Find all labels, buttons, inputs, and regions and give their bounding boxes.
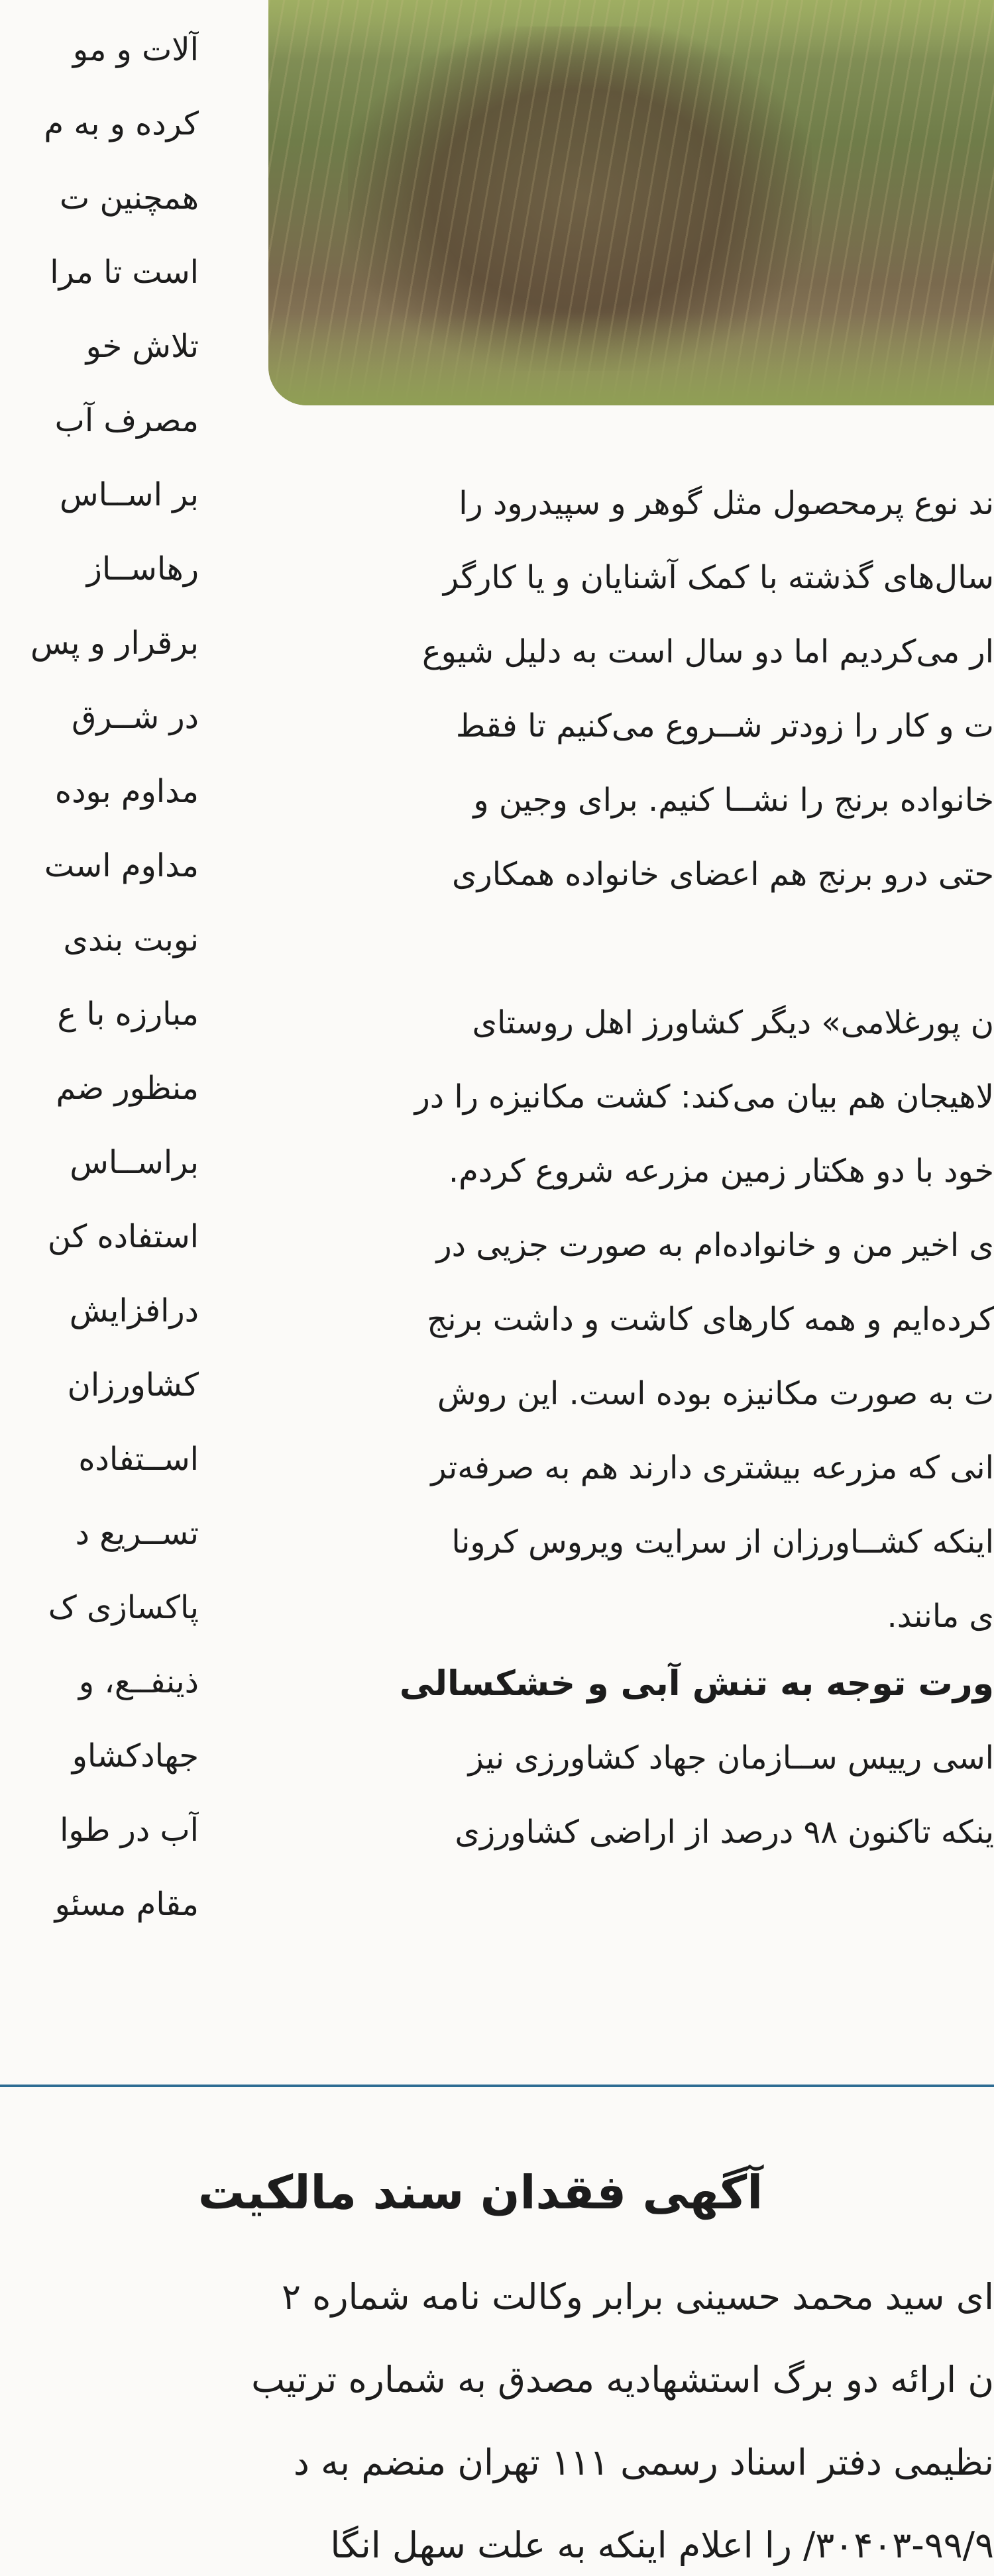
left-column-line: رهاســاز xyxy=(86,550,199,588)
left-column-line: تلاش خو xyxy=(85,328,199,365)
left-column-line: براســاس xyxy=(70,1144,199,1181)
left-column-line: پاکسازی ک xyxy=(48,1589,199,1626)
article-line: کرده‌ایم و همه کارهای کاشت و داشت برنج xyxy=(427,1301,994,1338)
article-line: ت و کار را زودتر شــروع می‌کنیم تا فقط xyxy=(455,707,994,745)
article-line: خود با دو هکتار زمین مزرعه شروع کردم. xyxy=(448,1153,994,1190)
left-column-line: مداوم است xyxy=(44,847,199,884)
left-column-line: برقرار و پس xyxy=(30,625,199,662)
article-line: ن پورغلامی» دیگر کشاورز اهل روستای xyxy=(472,1004,994,1041)
left-column-line: مقام مسئو xyxy=(54,1886,199,1923)
left-column-line: مبارزه با ع xyxy=(57,996,199,1033)
left-column-line: کرده و به م xyxy=(44,105,199,142)
left-column-line: در شــرق xyxy=(72,699,199,736)
left-column-line: بر اســاس xyxy=(60,476,199,513)
left-column-line: همچنین ت xyxy=(60,180,199,217)
left-column-line: جهادکشاو xyxy=(72,1737,199,1775)
left-column-line: آب در طوا xyxy=(60,1812,199,1849)
article-line: ت به صورت مکانیزه بوده است. این روش xyxy=(437,1375,994,1412)
article-subheading: ورت توجه به تنش آبی و خشکسالی xyxy=(399,1664,994,1704)
article-line: ی مانند. xyxy=(887,1598,994,1635)
notice-line: نظیمی دفتر اسناد رسمی ۱۱۱ تهران منضم به د xyxy=(293,2442,994,2483)
article-line: اینکه کشــاورزان از سرایت ویروس کرونا xyxy=(451,1523,994,1561)
left-column-line: ذینفــع، و xyxy=(78,1663,199,1700)
left-column-line: نوبت بندی xyxy=(63,921,199,958)
article-line: اسی رییس ســازمان جهاد کشاورزی نیز xyxy=(468,1739,994,1777)
left-column-line: آلات و مو xyxy=(72,31,199,68)
left-column-line: منظور ضم xyxy=(56,1070,199,1107)
notice-title: آگهی فقدان سند مالکیت xyxy=(197,2165,763,2220)
article-line: لاهیجان هم بیان می‌کند: کشت مکانیزه را در xyxy=(414,1078,994,1115)
notice-line: ن ارائه دو برگ استشهادیه مصدق به شماره ترتیب xyxy=(251,2359,994,2400)
rice-field-photo xyxy=(268,0,994,405)
left-column-line: مصرف آب xyxy=(54,402,199,439)
article-line: خانواده برنج را نشــا کنیم. برای وجین و xyxy=(473,782,994,819)
article-line: ینکه تاکنون ۹۸ درصد از اراضی کشاورزی xyxy=(455,1814,994,1851)
article-line: انی که مزرعه بیشتری دارند هم به صرفه‌تر xyxy=(431,1449,994,1486)
left-column-line: اســتفاده xyxy=(78,1441,199,1478)
left-column-line: درافزایش xyxy=(69,1292,199,1329)
article-line: ند نوع پرمحصول مثل گوهر و سپیدرود را xyxy=(459,485,994,522)
left-column-line: مداوم بوده xyxy=(54,773,199,810)
article-column xyxy=(268,464,994,2073)
article-line: سال‌های گذشته با کمک آشنایان و یا کارگر xyxy=(443,559,994,596)
notice-line: ۳۰۴۰۳-۹۹/۹/ را اعلام اینکه به علت سهل انگا xyxy=(330,2524,994,2566)
article-line: حتی درو برنج هم اعضای خانواده همکاری xyxy=(452,856,994,893)
section-divider xyxy=(0,2085,994,2087)
left-column-line: استفاده کن xyxy=(47,1218,199,1255)
left-column-line: کشاورزان xyxy=(67,1366,199,1404)
article-line: ی اخیر من و خانواده‌ام به صورت جزیی در xyxy=(436,1227,994,1264)
left-column-line: است تا مرا xyxy=(50,254,199,291)
photo-grass-bottom xyxy=(268,313,994,405)
left-column-line: تســریع د xyxy=(75,1515,199,1552)
left-column xyxy=(0,0,199,2053)
article-line: ار می‌کردیم اما دو سال است به دلیل شیوع xyxy=(421,633,994,670)
notice-line: ای سید محمد حسینی برابر وکالت نامه شماره ۲ xyxy=(281,2276,994,2318)
